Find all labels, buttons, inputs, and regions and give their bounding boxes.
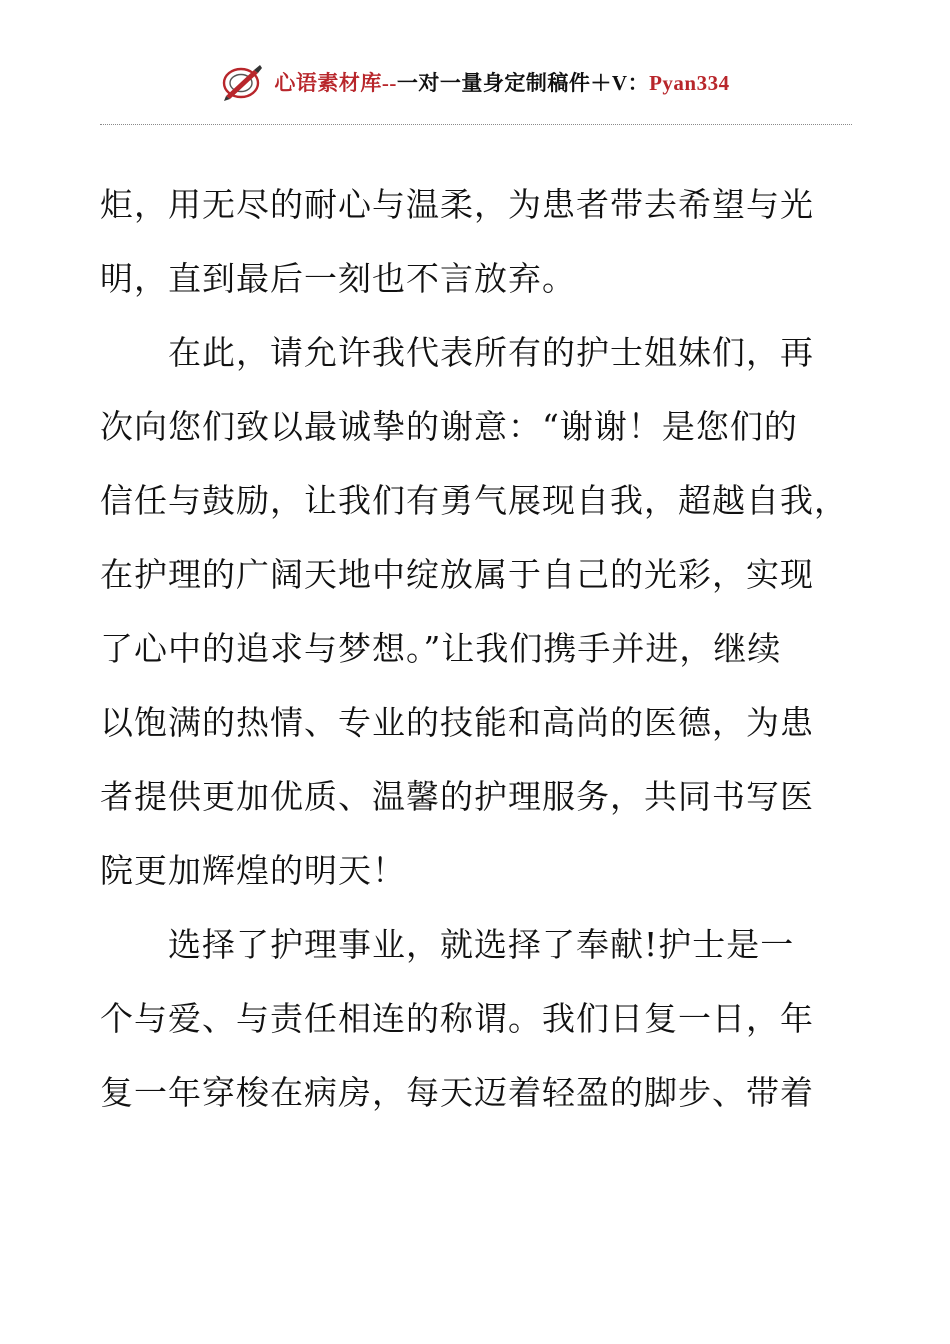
page-header	[0, 58, 950, 106]
text-line: 炬，用无尽的耐心与温柔，为患者带去希望与光	[100, 185, 814, 224]
header-divider	[100, 124, 852, 125]
text-line: 复一年穿梭在病房，每天迈着轻盈的脚步、带着	[100, 1073, 814, 1112]
text-line: 了心中的追求与梦想。”让我们携手并进，继续	[100, 629, 782, 668]
text-line: 在护理的广阔天地中绽放属于自己的光彩，实现	[100, 555, 814, 594]
brand-name: 心语素材库	[274, 71, 382, 95]
text-line: 个与爱、与责任相连的称谓。我们日复一日，年	[100, 999, 814, 1038]
header-title	[274, 67, 729, 97]
pen-logo-icon	[220, 62, 264, 102]
text-line: 者提供更加优质、温馨的护理服务，共同书写医	[100, 777, 814, 816]
document-body	[100, 168, 852, 1130]
header-slogan: 一对一量身定制稿件＋V：	[396, 71, 650, 95]
text-line: 院更加辉煌的明天！	[100, 851, 406, 890]
text-line: 以饱满的热情、专业的技能和高尚的医德，为患	[100, 703, 814, 742]
text-line: 选择了护理事业，就选择了奉献!护士是一	[168, 925, 795, 964]
text-line: 在此，请允许我代表所有的护士姐妹们，再	[168, 333, 814, 372]
wechat-id: Pyan334	[649, 71, 730, 95]
header-separator: --	[381, 71, 397, 95]
text-line: 次向您们致以最诚挚的谢意：“谢谢！是您们的	[100, 407, 798, 446]
text-line: 信任与鼓励，让我们有勇气展现自我，超越自我，	[100, 481, 848, 520]
text-line: 明，直到最后一刻也不言放弃。	[100, 259, 576, 298]
